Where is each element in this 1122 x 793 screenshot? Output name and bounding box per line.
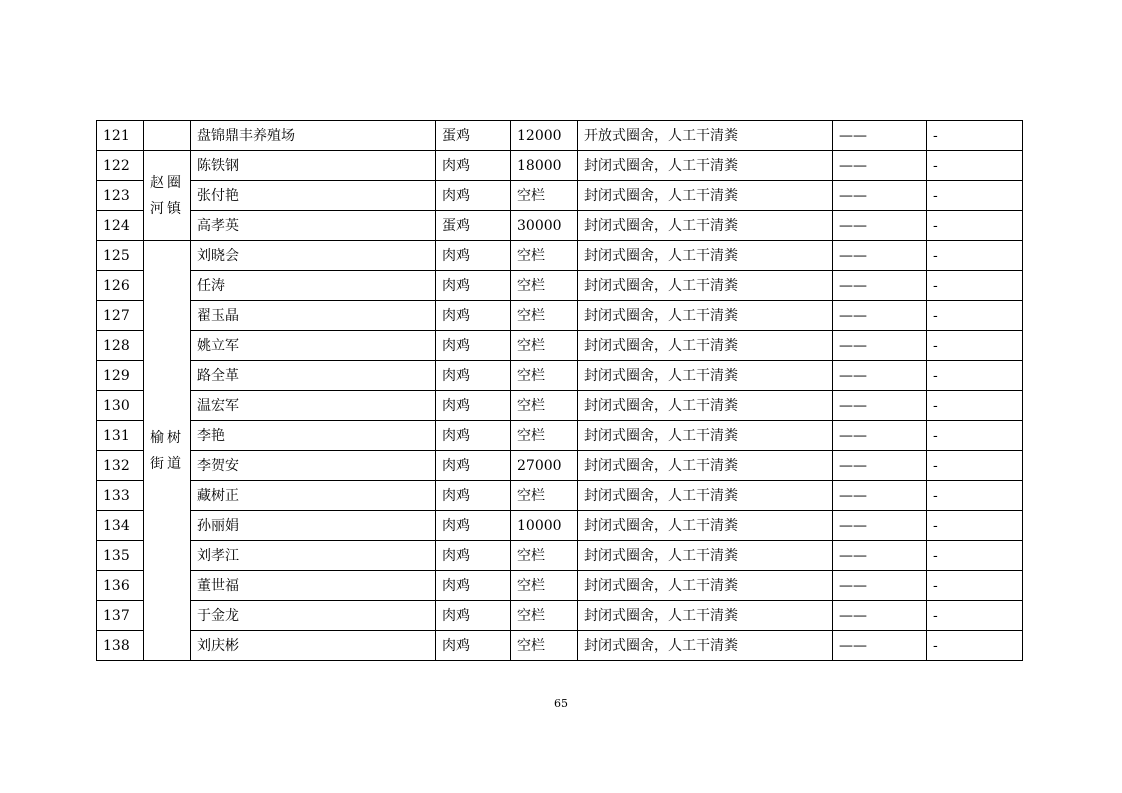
stock-count: 空栏: [511, 301, 578, 331]
housing-method: 封闭式圈舍，人工干清粪: [578, 571, 833, 601]
table-row: [97, 151, 1023, 181]
column-6-value: ——: [833, 391, 927, 421]
row-number: 131: [97, 421, 144, 451]
housing-method: 封闭式圈舍，人工干清粪: [578, 241, 833, 271]
farm-name: 盘锦鼎丰养殖场: [191, 121, 436, 151]
poultry-type: 肉鸡: [436, 271, 511, 301]
table-row: [97, 451, 1023, 481]
stock-count: 18000: [511, 151, 578, 181]
column-7-value: -: [927, 451, 1023, 481]
town-cell-empty: [144, 121, 191, 151]
stock-count: 空栏: [511, 481, 578, 511]
housing-method: 封闭式圈舍，人工干清粪: [578, 451, 833, 481]
table-row: [97, 601, 1023, 631]
poultry-type: 肉鸡: [436, 241, 511, 271]
farm-name: 任涛: [191, 271, 436, 301]
town-label: 赵圈河镇: [150, 174, 184, 217]
poultry-type: 肉鸡: [436, 451, 511, 481]
poultry-type: 肉鸡: [436, 601, 511, 631]
stock-count: 空栏: [511, 181, 578, 211]
column-6-value: ——: [833, 301, 927, 331]
column-7-value: -: [927, 331, 1023, 361]
column-6-value: ——: [833, 481, 927, 511]
column-7-value: -: [927, 181, 1023, 211]
column-6-value: ——: [833, 511, 927, 541]
row-number: 137: [97, 601, 144, 631]
farm-name: 李艳: [191, 421, 436, 451]
page-number: 65: [554, 697, 568, 710]
column-7-value: -: [927, 241, 1023, 271]
stock-count: 空栏: [511, 361, 578, 391]
table-row: [97, 331, 1023, 361]
table-row: [97, 631, 1023, 661]
farm-name: 路全革: [191, 361, 436, 391]
stock-count: 空栏: [511, 241, 578, 271]
stock-count: 空栏: [511, 271, 578, 301]
farm-name: 张付艳: [191, 181, 436, 211]
column-7-value: -: [927, 631, 1023, 661]
farm-name: 藏树正: [191, 481, 436, 511]
town-label: 榆树街道: [150, 429, 184, 472]
row-number: 127: [97, 301, 144, 331]
table-row: [97, 301, 1023, 331]
farm-name: 温宏军: [191, 391, 436, 421]
column-6-value: ——: [833, 121, 927, 151]
stock-count: 12000: [511, 121, 578, 151]
farm-name: 姚立军: [191, 331, 436, 361]
housing-method: 封闭式圈舍，人工干清粪: [578, 511, 833, 541]
column-6-value: ——: [833, 151, 927, 181]
column-6-value: ——: [833, 361, 927, 391]
table-row: [97, 211, 1023, 241]
column-6-value: ——: [833, 271, 927, 301]
poultry-type: 肉鸡: [436, 481, 511, 511]
row-number: 136: [97, 571, 144, 601]
stock-count: 空栏: [511, 541, 578, 571]
farm-name: 董世福: [191, 571, 436, 601]
column-7-value: -: [927, 121, 1023, 151]
farm-name: 高孝英: [191, 211, 436, 241]
housing-method: 封闭式圈舍，人工干清粪: [578, 391, 833, 421]
poultry-type: 肉鸡: [436, 151, 511, 181]
column-6-value: ——: [833, 601, 927, 631]
housing-method: 封闭式圈舍，人工干清粪: [578, 361, 833, 391]
column-7-value: -: [927, 151, 1023, 181]
column-6-value: ——: [833, 421, 927, 451]
row-number: 122: [97, 151, 144, 181]
housing-method: 封闭式圈舍，人工干清粪: [578, 301, 833, 331]
row-number: 134: [97, 511, 144, 541]
housing-method: 封闭式圈舍，人工干清粪: [578, 151, 833, 181]
row-number: 130: [97, 391, 144, 421]
row-number: 132: [97, 451, 144, 481]
column-7-value: -: [927, 541, 1023, 571]
row-number: 129: [97, 361, 144, 391]
stock-count: 10000: [511, 511, 578, 541]
poultry-type: 肉鸡: [436, 391, 511, 421]
poultry-type: 肉鸡: [436, 181, 511, 211]
poultry-type: 蛋鸡: [436, 121, 511, 151]
table-row: [97, 421, 1023, 451]
column-7-value: -: [927, 301, 1023, 331]
poultry-type: 肉鸡: [436, 511, 511, 541]
row-number: 128: [97, 331, 144, 361]
row-number: 135: [97, 541, 144, 571]
farm-name: 孙丽娟: [191, 511, 436, 541]
stock-count: 空栏: [511, 601, 578, 631]
row-number: 124: [97, 211, 144, 241]
stock-count: 空栏: [511, 331, 578, 361]
table-row: [97, 391, 1023, 421]
column-6-value: ——: [833, 451, 927, 481]
table-row: [97, 181, 1023, 211]
housing-method: 封闭式圈舍，人工干清粪: [578, 331, 833, 361]
table-row: [97, 241, 1023, 271]
housing-method: 封闭式圈舍，人工干清粪: [578, 211, 833, 241]
stock-count: 空栏: [511, 571, 578, 601]
column-7-value: -: [927, 391, 1023, 421]
housing-method: 封闭式圈舍，人工干清粪: [578, 181, 833, 211]
housing-method: 封闭式圈舍，人工干清粪: [578, 481, 833, 511]
column-6-value: ——: [833, 541, 927, 571]
farm-name: 翟玉晶: [191, 301, 436, 331]
poultry-type: 肉鸡: [436, 301, 511, 331]
table-row: [97, 541, 1023, 571]
row-number: 138: [97, 631, 144, 661]
poultry-type: 肉鸡: [436, 421, 511, 451]
column-6-value: ——: [833, 571, 927, 601]
row-number: 123: [97, 181, 144, 211]
column-7-value: -: [927, 211, 1023, 241]
column-7-value: -: [927, 571, 1023, 601]
table-row: [97, 511, 1023, 541]
column-6-value: ——: [833, 631, 927, 661]
row-number: 126: [97, 271, 144, 301]
row-number: 125: [97, 241, 144, 271]
housing-method: 封闭式圈舍，人工干清粪: [578, 601, 833, 631]
poultry-type: 蛋鸡: [436, 211, 511, 241]
column-7-value: -: [927, 271, 1023, 301]
housing-method: 开放式圈舍，人工干清粪: [578, 121, 833, 151]
farm-name: 于金龙: [191, 601, 436, 631]
housing-method: 封闭式圈舍，人工干清粪: [578, 271, 833, 301]
table-row: [97, 121, 1023, 151]
town-zhaoquanhe: [144, 151, 191, 241]
table-row: [97, 271, 1023, 301]
column-7-value: -: [927, 511, 1023, 541]
poultry-type: 肉鸡: [436, 571, 511, 601]
table-row: [97, 481, 1023, 511]
poultry-type: 肉鸡: [436, 331, 511, 361]
farm-table: [96, 120, 1023, 661]
housing-method: 封闭式圈舍，人工干清粪: [578, 421, 833, 451]
row-number: 133: [97, 481, 144, 511]
table-row: [97, 361, 1023, 391]
stock-count: 空栏: [511, 631, 578, 661]
farm-name: 陈铁钢: [191, 151, 436, 181]
farm-name: 刘晓会: [191, 241, 436, 271]
stock-count: 空栏: [511, 391, 578, 421]
column-6-value: ——: [833, 211, 927, 241]
stock-count: 27000: [511, 451, 578, 481]
row-number: 121: [97, 121, 144, 151]
column-6-value: ——: [833, 331, 927, 361]
stock-count: 空栏: [511, 421, 578, 451]
farm-name: 刘孝江: [191, 541, 436, 571]
column-7-value: -: [927, 421, 1023, 451]
farm-name: 刘庆彬: [191, 631, 436, 661]
stock-count: 30000: [511, 211, 578, 241]
poultry-type: 肉鸡: [436, 541, 511, 571]
housing-method: 封闭式圈舍，人工干清粪: [578, 631, 833, 661]
column-7-value: -: [927, 601, 1023, 631]
farm-name: 李贺安: [191, 451, 436, 481]
column-7-value: -: [927, 361, 1023, 391]
column-7-value: -: [927, 481, 1023, 511]
table-row: [97, 571, 1023, 601]
column-6-value: ——: [833, 241, 927, 271]
column-6-value: ——: [833, 181, 927, 211]
housing-method: 封闭式圈舍，人工干清粪: [578, 541, 833, 571]
poultry-type: 肉鸡: [436, 361, 511, 391]
poultry-type: 肉鸡: [436, 631, 511, 661]
town-yushu: [144, 241, 191, 661]
